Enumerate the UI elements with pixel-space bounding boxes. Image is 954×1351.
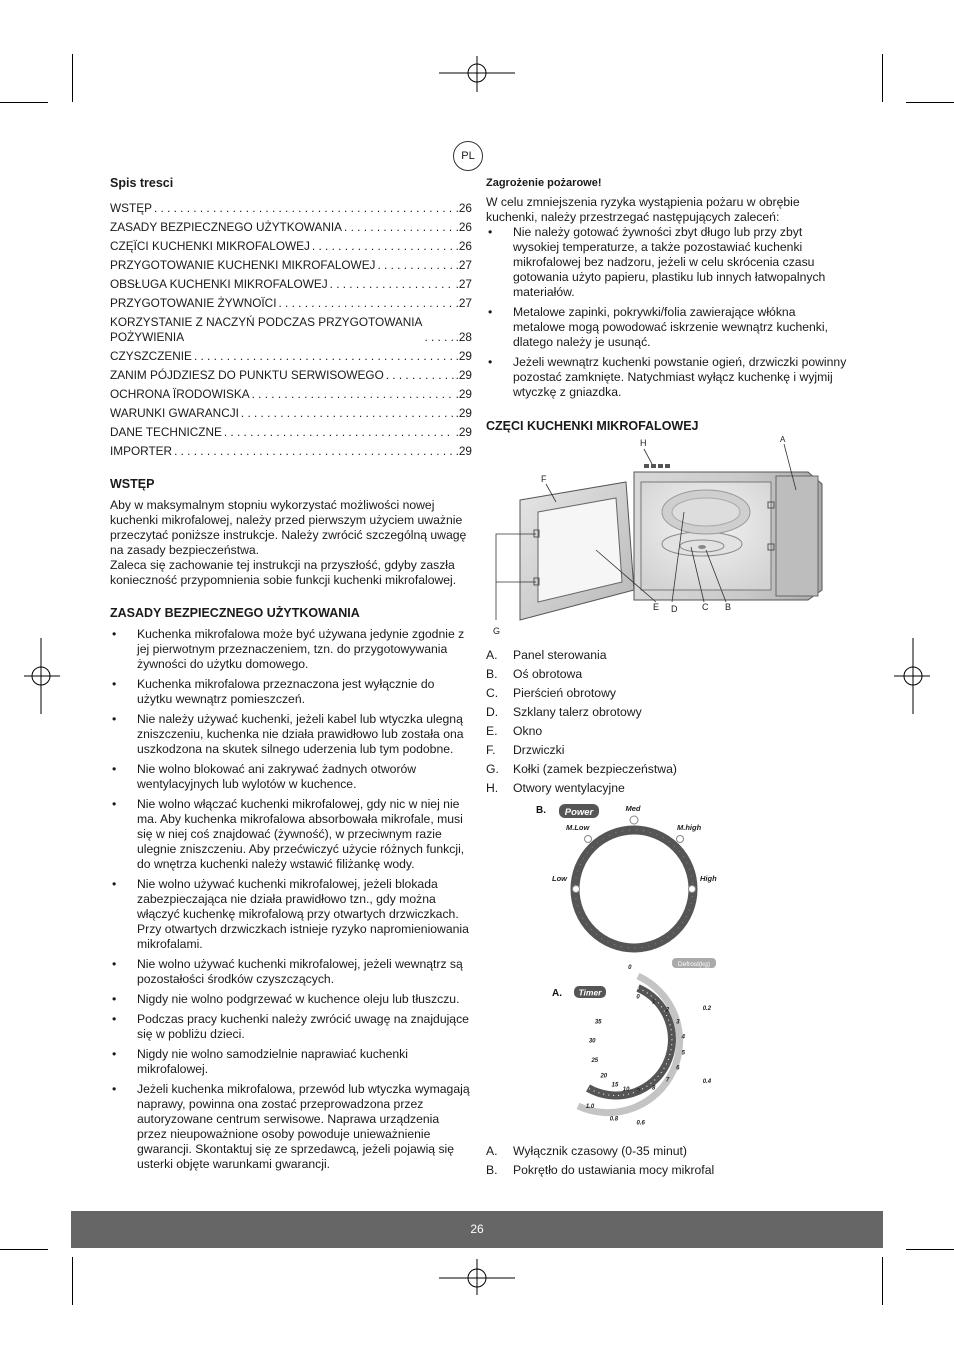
diagram-label-h: H (640, 438, 647, 448)
safety-list (110, 627, 472, 1172)
list-item: • Jeżeli wewnątrz kuchenki powstanie ogień, drzwiczki powinny pozostać zamknięte. Natychmiast wyłącz kuchenkę i wyjmij wtyczkę z gniazdka. (486, 355, 848, 400)
timer-minute-label: 10 (622, 1086, 630, 1093)
diagram-label-f: F (541, 474, 547, 484)
timer-dial (548, 956, 722, 1142)
power-label: Med (625, 804, 641, 813)
registration-mark-bottom (437, 1257, 517, 1297)
list-item: F. Drzwiczki (486, 743, 565, 757)
timer-weight-label: 0.4 (702, 1079, 712, 1086)
toc-item[interactable]: PRZYGOTOWANIE KUCHENKI MIKROFALOWEJ . . . .27 (110, 254, 472, 273)
timer-weight-label: 0.8 (609, 1116, 619, 1123)
toc-item[interactable]: CZYSZCZENIE . . . .29 (110, 345, 472, 364)
list-item: E. Okno (486, 724, 543, 738)
toc-item[interactable]: IMPORTER . . . .29 (110, 440, 472, 459)
page-footer (71, 1211, 883, 1248)
timer-minute-label: 4 (681, 1034, 685, 1041)
toc-item[interactable]: KORZYSTANIE Z NACZYŃ PODCZAS PRZYGOTOWANIA POŻYWIENIA . . . .28 (110, 311, 472, 345)
timer-minute-label: 25 (591, 1058, 599, 1065)
timer-minute-label: 8 (652, 1085, 656, 1092)
list-item: D. Szklany talerz obrotowy (486, 705, 642, 719)
power-dial-tag: B. (536, 805, 546, 816)
toc-item[interactable]: PRZYGOTOWANIE ŻYWNOÏCI . . . .27 (110, 292, 472, 311)
timer-minute-label: 0 (636, 994, 640, 1001)
timer-minute-label: 35 (594, 1019, 602, 1026)
diagram-label-e: E (653, 602, 660, 612)
list-item: A. Panel sterowania (486, 648, 607, 662)
timer-minute-label: 2 (665, 1007, 670, 1014)
registration-mark-right (892, 636, 932, 716)
fire-list (486, 225, 848, 400)
list-item: • Nie wolno używać kuchenki mikrofalowej, jeżeli wewnątrz są pozostałości środków czyszczących. (110, 957, 472, 987)
power-label: Low (552, 874, 567, 883)
list-item: A. Wyłącznik czasowy (0-35 minut) (486, 1144, 687, 1158)
parts-heading: CZĘCI KUCHENKI MIKROFALOWEJ (486, 419, 699, 433)
diagram-label-c: C (702, 602, 709, 612)
list-item: • Nigdy nie wolno podgrzewać w kuchence oleju lub tłuszczu. (110, 992, 472, 1007)
list-item: • Nie należy gotować żywności zbyt długo lub przy zbyt wysokiej temperaturze, a także pozostawiać kuchenki mikrofalowej bez nadzoru, jeżeli w celu skrócenia czasu gotowania użyto papieru, plastiku lub innych łatwopalnych materiałów. (486, 225, 848, 300)
crop-mark (72, 54, 73, 102)
timer-minute-label: 9 (636, 1088, 640, 1095)
vent-holes (644, 464, 670, 468)
crop-mark (0, 102, 48, 103)
toc-item[interactable]: DANE TECHNICZNE . . . .29 (110, 421, 472, 440)
timer-minute-label: 30 (588, 1038, 596, 1045)
power-dial (532, 798, 722, 958)
list-item: • Kuchenka mikrofalowa może być używana jedynie zgodnie z jej pierwotnym przeznaczeniem, tzn. do przygotowywania żywności do użytku domowego. (110, 627, 472, 672)
defrost-label: Defrost(kg) (677, 961, 711, 968)
registration-mark-left (22, 636, 62, 716)
crop-mark (72, 1257, 73, 1305)
right-column (486, 176, 848, 434)
timer-minute-label: 15 (611, 1082, 619, 1089)
timer-minute-label: 3 (676, 1019, 680, 1026)
power-dial-title: Power (564, 807, 594, 818)
page-number: 26 (470, 1222, 484, 1236)
crop-mark (882, 1257, 883, 1305)
timer-minute-label: 7 (665, 1077, 670, 1084)
toc-item[interactable]: ZANIM PÓJDZIESZ DO PUNKTU SERWISOWEGO . . . .29 (110, 364, 472, 383)
list-item: • Nie wolno blokować ani zakrywać żadnych otworów wentylacyjnych lub wylotów w kuchence. (110, 762, 472, 792)
fire-heading: Zagrożenie pożarowe! (486, 177, 602, 189)
power-label: M.Low (566, 823, 590, 832)
list-item: • Nigdy nie wolno samodzielnie naprawiać kuchenki mikrofalowej. (110, 1047, 472, 1077)
list-item: B. Pokrętło do ustawiania mocy mikrofal (486, 1163, 715, 1177)
intro-heading: WSTĘP (110, 477, 155, 491)
parts-list (486, 648, 846, 800)
list-item: • Nie wolno włączać kuchenki mikrofalowej, gdy nic w niej nie ma. Aby kuchenka mikrofalowa absorbowała mikrofale, musi się w niej coś znajdować (żywność), w przeciwnym razie ulegnie zniszczeniu. Aby przećwiczyć użycie różnych funkcji, do wnętrza kuchenki należy wstawić filiżankę wody. (110, 797, 472, 872)
crop-mark (906, 1249, 954, 1250)
diagram-label-b: B (725, 602, 732, 612)
fire-intro: W celu zmniejszenia ryzyka wystąpienia pożaru w obrębie kuchenki, należy przestrzegać następujących zaleceń: (486, 195, 800, 224)
toc-item[interactable]: OCHRONA ÏRODOWISKA . . . .29 (110, 383, 472, 402)
control-panel (776, 476, 818, 596)
timer-minute-label: 5 (681, 1050, 685, 1057)
toc-heading: Spis tresci (110, 176, 174, 190)
crop-mark (0, 1249, 48, 1250)
toc-item[interactable]: WSTĘP . . . .26 (110, 197, 472, 216)
intro-paragraph: Aby w maksymalnym stopniu wykorzystać możliwości nowej kuchenki mikrofalowej, należy przed pierwszym użyciem uważnie przeczytać poniższe instrukcje. Należy zwrócić szczególną uwagę na zasady bezpieczeństwa. (110, 498, 467, 557)
list-item: H. Otwory wentylacyjne (486, 781, 625, 795)
diagram-label-a: A (780, 435, 786, 444)
toc-item[interactable]: ZASADY BEZPIECZNEGO UŻYTKOWANIA . . . .26 (110, 216, 472, 235)
controls-list (486, 1144, 846, 1182)
list-item: B. Oś obrotowa (486, 667, 583, 681)
list-item: • Nie należy używać kuchenki, jeżeli kabel lub wtyczka ulegną zniszczeniu, kuchenka nie działa prawidłowo lub została ona uszkodzona na skutek silnego uderzenia lub tym podobne. (110, 712, 472, 757)
diagram-label-g: G (493, 626, 501, 636)
list-item: C. Pierścień obrotowy (486, 686, 616, 700)
microwave-diagram (486, 432, 836, 644)
safety-heading: ZASADY BEZPIECZNEGO UŻYTKOWANIA (110, 606, 360, 620)
registration-mark-top (437, 54, 517, 94)
list-item: G. Kołki (zamek bezpieczeństwa) (486, 762, 677, 776)
table-of-contents (110, 197, 472, 459)
timer-minute-label: 1 (652, 999, 656, 1006)
timer-minute-label: 20 (600, 1073, 608, 1080)
intro-paragraph: Zaleca się zachowanie tej instrukcji na przyszłość, gdyby zaszła konieczność przypomnienia sobie funkcji kuchenki mikrofalowej. (110, 558, 457, 587)
timer-weight-label: 0 (628, 964, 632, 971)
list-item: • Podczas pracy kuchenki należy zwrócić uwagę na znajdujące się w pobliżu dzieci. (110, 1012, 472, 1042)
toc-item[interactable]: WARUNKI GWARANCJI . . . .29 (110, 402, 472, 421)
timer-weight-label: 1.0 (585, 1104, 595, 1110)
left-column (110, 176, 472, 1177)
toc-item[interactable]: CZĘÏCI KUCHENKI MIKROFALOWEJ . . . .26 (110, 235, 472, 254)
crop-mark (906, 102, 954, 103)
crop-mark (882, 54, 883, 102)
power-label: High (700, 874, 717, 883)
diagram-label-d: D (671, 604, 678, 614)
timer-minute-label: 6 (676, 1065, 680, 1072)
timer-weight-label: 0.2 (702, 1005, 712, 1012)
timer-weight-label: 0.6 (636, 1120, 645, 1127)
list-item: • Kuchenka mikrofalowa przeznaczona jest wyłącznie do użytku wewnątrz pomieszczeń. (110, 677, 472, 707)
list-item: • Metalowe zapinki, pokrywki/folia zawierające włókna metalowe mogą powodować iskrzenie wewnątrz kuchenki, dlatego należy je usunąć. (486, 305, 848, 350)
list-item: • Nie wolno używać kuchenki mikrofalowej, jeżeli blokada zabezpieczająca nie działa prawidłowo tzn., gdy można włączyć kuchenkę mikrofalową przy otwartych drzwiczkach. Przy otwartych drzwiczkach istnieje ryzyko napromieniowania mikrofalami. (110, 877, 472, 952)
timer-dial-tag: A. (552, 988, 562, 999)
toc-item[interactable]: OBSŁUGA KUCHENKI MIKROFALOWEJ . . . .27 (110, 273, 472, 292)
language-badge: PL (453, 141, 483, 171)
timer-dial-title: Timer (578, 987, 602, 998)
power-label: M.high (677, 823, 702, 832)
list-item: • Jeżeli kuchenka mikrofalowa, przewód lub wtyczka wymagają naprawy, powinna ona zostać przeprowadzona przez autoryzowane centrum serwisowe. Naprawa urządzenia przez nieupoważnione osoby powoduje unieważnienie gwarancji. Skontaktuj się ze sprzedawcą, jeżeli pojawią się usterki objęte warunkami gwarancji. (110, 1082, 472, 1172)
